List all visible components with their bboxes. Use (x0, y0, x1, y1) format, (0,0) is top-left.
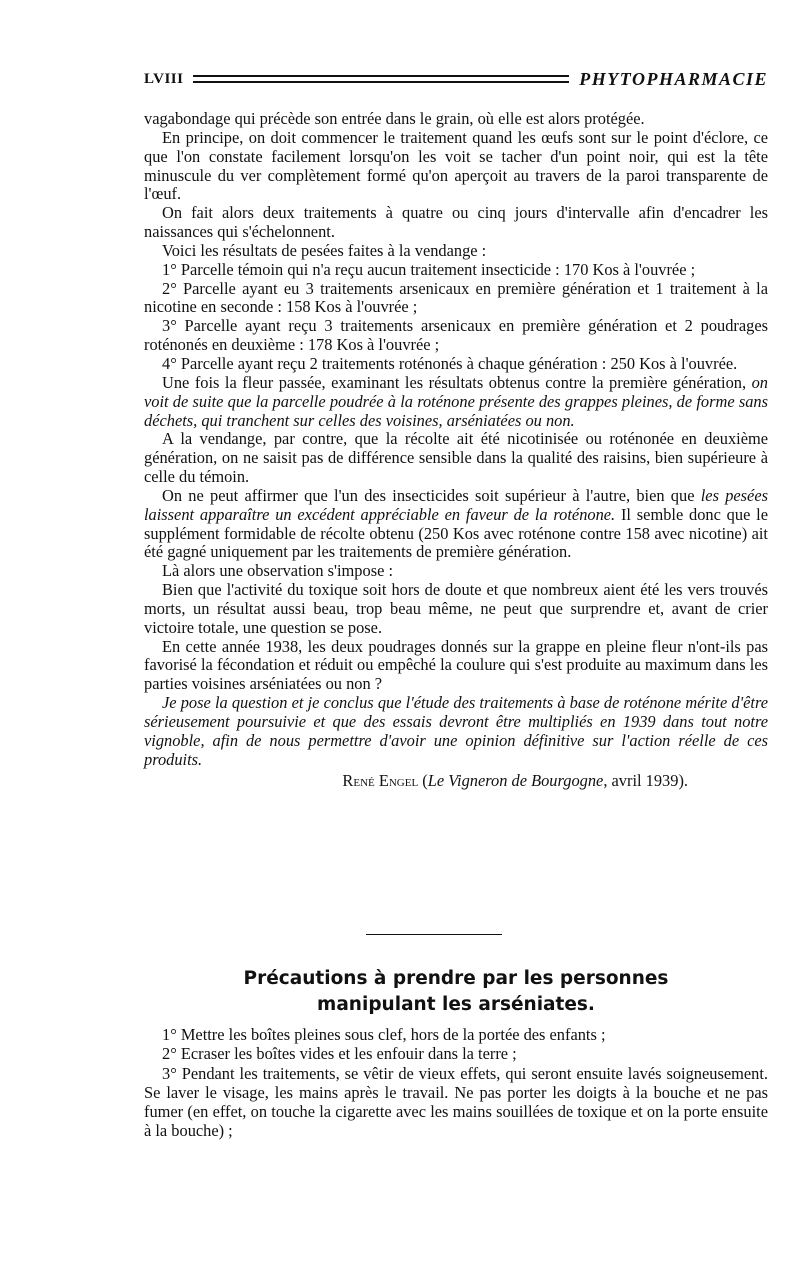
italic-text-run: on voit de suite que la parcelle poudrée à la roténone présente des grappes pleines, de forme sans déchets, qui tranchent sur celles des voisines, arséniatées ou non. (144, 372, 768, 430)
paragraph: vagabondage qui précède son entrée dans le grain, où elle est alors protégée. (144, 109, 645, 128)
italic-text-run: Je pose la question et je conclus que l'étude des traitements à base de roténone mérite d'être sérieusement poursuivie et que des essais devront être multipliés en 1939 dans tout notre vignoble, afin de nous permettre d'avoir une opinion définitive sur l'action réelle de ces produits. (144, 693, 768, 769)
paragraph (144, 487, 768, 562)
header-double-rule (193, 75, 569, 83)
author-name: René Engel (342, 770, 419, 790)
result-item: 3° Parcelle ayant reçu 3 traitements arsenicaux en première génération et 2 poudrages roténonés en deuxième : 178 Kos à l'ouvrée ; (144, 316, 768, 355)
section-divider (366, 934, 502, 935)
paragraph (144, 694, 768, 769)
text-run: On ne peut affirmer que l'un des insecticides soit supérieur à l'autre, bien que (162, 485, 695, 505)
running-title: PHYTOPHARMACIE (579, 68, 768, 89)
list-item: 1° Mettre les boîtes pleines sous clef, hors de la portée des enfants ; (162, 1025, 606, 1044)
signature (144, 772, 768, 791)
result-item: 1° Parcelle témoin qui n'a reçu aucun traitement insecticide : 170 Kos à l'ouvrée ; (162, 259, 696, 279)
source-open: ( (422, 770, 428, 790)
paragraph: Voici les résultats de pesées faites à la vendange : (162, 240, 487, 260)
paragraph: Là alors une observation s'impose : (162, 561, 394, 581)
article-body (144, 110, 768, 790)
running-header (144, 66, 768, 92)
list-item: 2° Ecraser les boîtes vides et les enfouir dans la terre ; (162, 1044, 517, 1064)
paragraph: En cette année 1938, les deux poudrages donnés sur la grappe en pleine fleur n'ont-ils pas favorisé la fécondation et réduit ou empêché la coulure qui s'est produite au maximum dans les parties voisines arséniatées ou non ? (144, 636, 768, 694)
precautions-list (144, 1025, 768, 1141)
section-title-line: Précautions à prendre par les personnes (243, 968, 669, 989)
paragraph: En principe, on doit commencer le traitement quand les œufs sont sur le point d'éclore, ce que l'on constate facilement lorsqu'on les voit se tacher d'un point noir, qui est la tête minuscule du ver complètement formé qu'on aperçoit au travers de la paroi transparente de l'œuf. (144, 127, 768, 204)
paragraph: On fait alors deux traitements à quatre ou cinq jours d'intervalle afin d'encadrer les naissances qui s'échelonnent. (144, 203, 768, 242)
paragraph (144, 374, 768, 431)
text-run: Une fois la fleur passée, examinant les résultats obtenus contre la première génération, (162, 372, 747, 392)
source-title: Le Vigneron de Bourgogne (427, 770, 604, 790)
result-item: 4° Parcelle ayant reçu 2 traitements roténonés à chaque génération : 250 Kos à l'ouvrée. (162, 353, 738, 373)
page-number: LVIII (144, 70, 184, 87)
result-item: 2° Parcelle ayant eu 3 traitements arsenicaux en première génération et 1 traitement à la nicotine en seconde : 158 Kos à l'ouvrée ; (144, 278, 768, 317)
paragraph: Bien que l'activité du toxique soit hors de doute et que nombreux aient été les vers trouvés morts, un résultat aussi beau, trop beau même, ne peut que surprendre et, avant de crier victoire totale, une question se pose. (144, 580, 768, 637)
paragraph: A la vendange, par contre, que la récolte ait été nicotinisée ou roténonée en deuxième génération, on ne saisit pas de différence sensible dans la qualité des raisins, bien supérieure à celle du témoin. (144, 429, 768, 487)
italic-text-run: les pesées laissent apparaître un excédent appréciable en faveur de la roténone. (144, 485, 768, 524)
section-title (144, 966, 768, 1018)
section-title-line: manipulant les arséniates. (317, 994, 595, 1015)
source-date: , avril 1939). (603, 770, 688, 790)
list-item: 3° Pendant les traitements, se vêtir de vieux effets, qui seront ensuite lavés soigneusement. Se laver le visage, les mains après le travail. Ne pas porter les doigts à la bouche et ne pas fumer (en effet, on touche la cigarette avec les mains souillées de toxique et on la porte ensuite à la bouche) ; (144, 1063, 768, 1141)
text-run: Il semble donc que le supplément formidable de récolte obtenu (250 Kos avec roténone contre 158 avec nicotine) ait été gagné uniquement par les traitements de première génération. (144, 504, 768, 562)
